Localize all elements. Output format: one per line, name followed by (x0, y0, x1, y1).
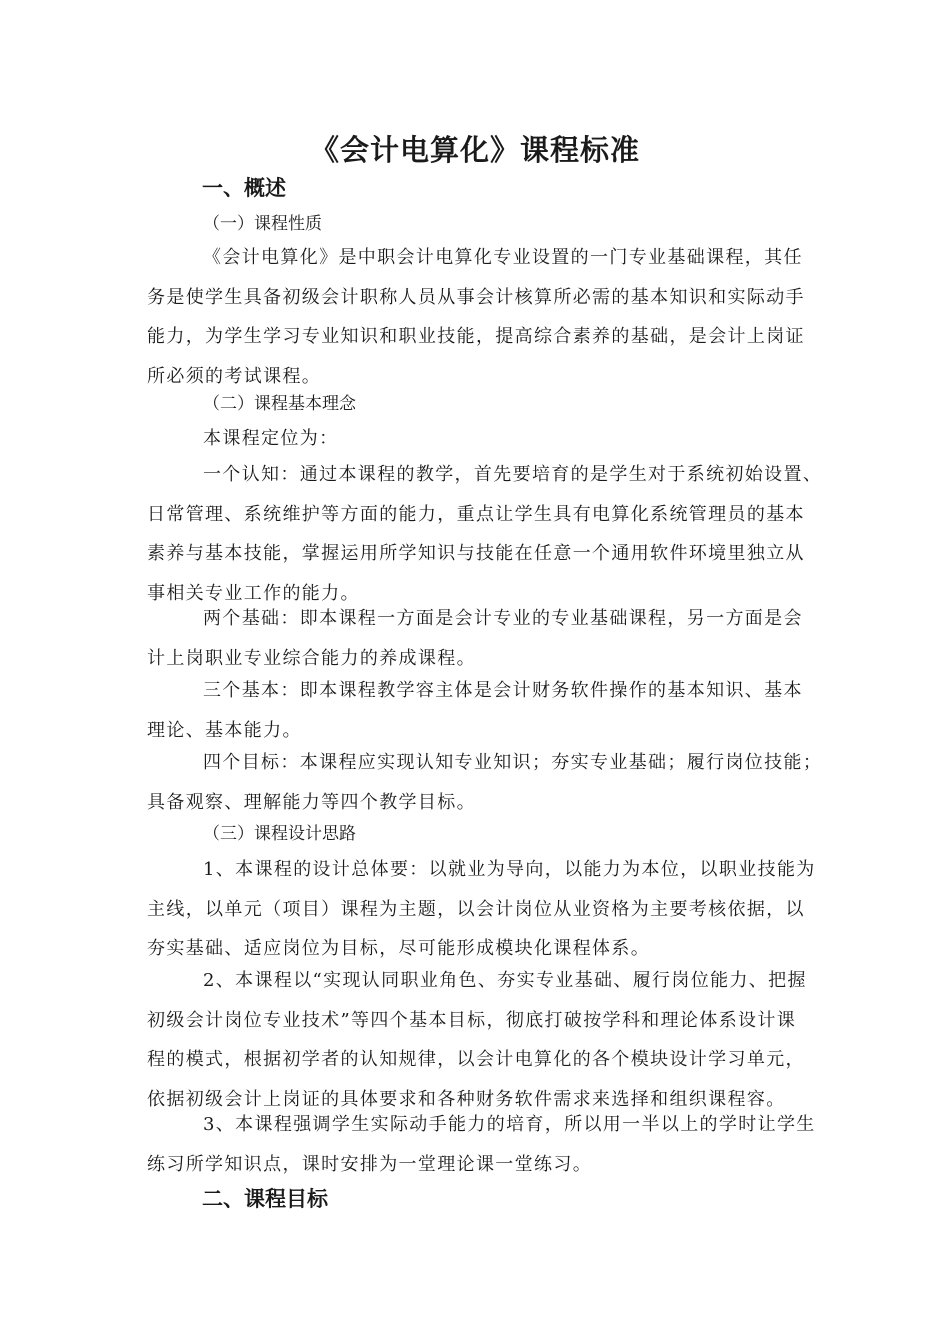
text-line: 素养与基本技能，掌握运用所学知识与技能在任意一个通用软件环境里独立从 (147, 543, 805, 564)
text-line: 计上岗职业专业综合能力的养成课程。 (147, 647, 476, 669)
subsection-heading-philosophy: （二）课程基本理念 (203, 394, 356, 414)
text-line: 一个认知：通过本课程的教学，首先要培育的是学生对于系统初始设置、 (203, 464, 823, 485)
paragraph-four-goals (147, 743, 823, 822)
paragraph-positioning (147, 419, 817, 459)
text-line: 理论、基本能力。 (147, 719, 302, 741)
text-line: 1、本课程的设计总体要：以就业为导向，以能力为本位，以职业技能为 (203, 859, 816, 880)
subsection-heading-design: （三）课程设计思路 (203, 824, 356, 844)
text-line: 主线，以单元（项目）课程为主题，以会计岗位从业资格为主要考核依据，以 (147, 898, 805, 920)
text-line: 所必须的考试课程。 (147, 365, 322, 387)
text-line: 三个基本：即本课程教学容主体是会计财务软件操作的基本知识、基本 (203, 680, 803, 701)
text-line: 务是使学生具备初级会计职称人员从事会计核算所必需的基本知识和实际动手 (147, 286, 805, 308)
paragraph-three-basics (147, 671, 817, 750)
text-line: 四个目标：本课程应实现认知专业知识；夯实专业基础；履行岗位技能； (203, 752, 823, 773)
paragraph-design-3 (147, 1105, 817, 1184)
subsection-heading-nature: （一）课程性质 (203, 214, 322, 234)
paragraph-one-cognition (147, 455, 823, 613)
text-line: 具备观察、理解能力等四个教学目标。 (147, 791, 476, 813)
text-line: 练习所学知识点，课时安排为一堂理论课一堂练习。 (147, 1153, 593, 1175)
paragraph-two-foundations (147, 599, 817, 678)
text-line: 日常管理、系统维护等方面的能力，重点让学生具有电算化系统管理员的基本 (147, 503, 805, 525)
text-line: 本课程定位为： (203, 428, 339, 449)
document-title: 《会计电算化》课程标准 (309, 133, 640, 167)
text-line: 2、本课程以“实现认同职业角色、夯实专业基础、履行岗位能力、把握 (203, 970, 807, 991)
text-line: 《会计电算化》是中职会计电算化专业设置的一门专业基础课程，其任 (203, 247, 803, 268)
text-line: 能力，为学生学习专业知识和职业技能，提高综合素养的基础，是会计上岗证 (147, 326, 805, 347)
section-heading-overview: 一、概述 (202, 176, 286, 200)
text-line: 两个基础：即本课程一方面是会计专业的专业基础课程，另一方面是会 (203, 608, 803, 629)
text-line: 3、本课程强调学生实际动手能力的培育，所以用一半以上的学时让学生 (203, 1114, 816, 1135)
paragraph-design-1 (147, 850, 817, 969)
text-line: 初级会计岗位专业技术”等四个基本目标，彻底打破按学科和理论体系设计课 (147, 1009, 797, 1031)
paragraph-course-nature (147, 238, 817, 396)
section-heading-goals: 二、课程目标 (202, 1187, 328, 1211)
text-line: 程的模式，根据初学者的认知规律，以会计电算化的各个模块设计学习单元， (147, 1049, 805, 1070)
text-line: 依据初级会计上岗证的具体要求和各种财务软件需求来选择和组织课程容。 (147, 1088, 786, 1110)
paragraph-design-2 (147, 961, 817, 1119)
text-line: 夯实基础、适应岗位为目标，尽可能形成模块化课程体系。 (147, 938, 651, 959)
text-line: 事相关专业工作的能力。 (147, 582, 360, 604)
